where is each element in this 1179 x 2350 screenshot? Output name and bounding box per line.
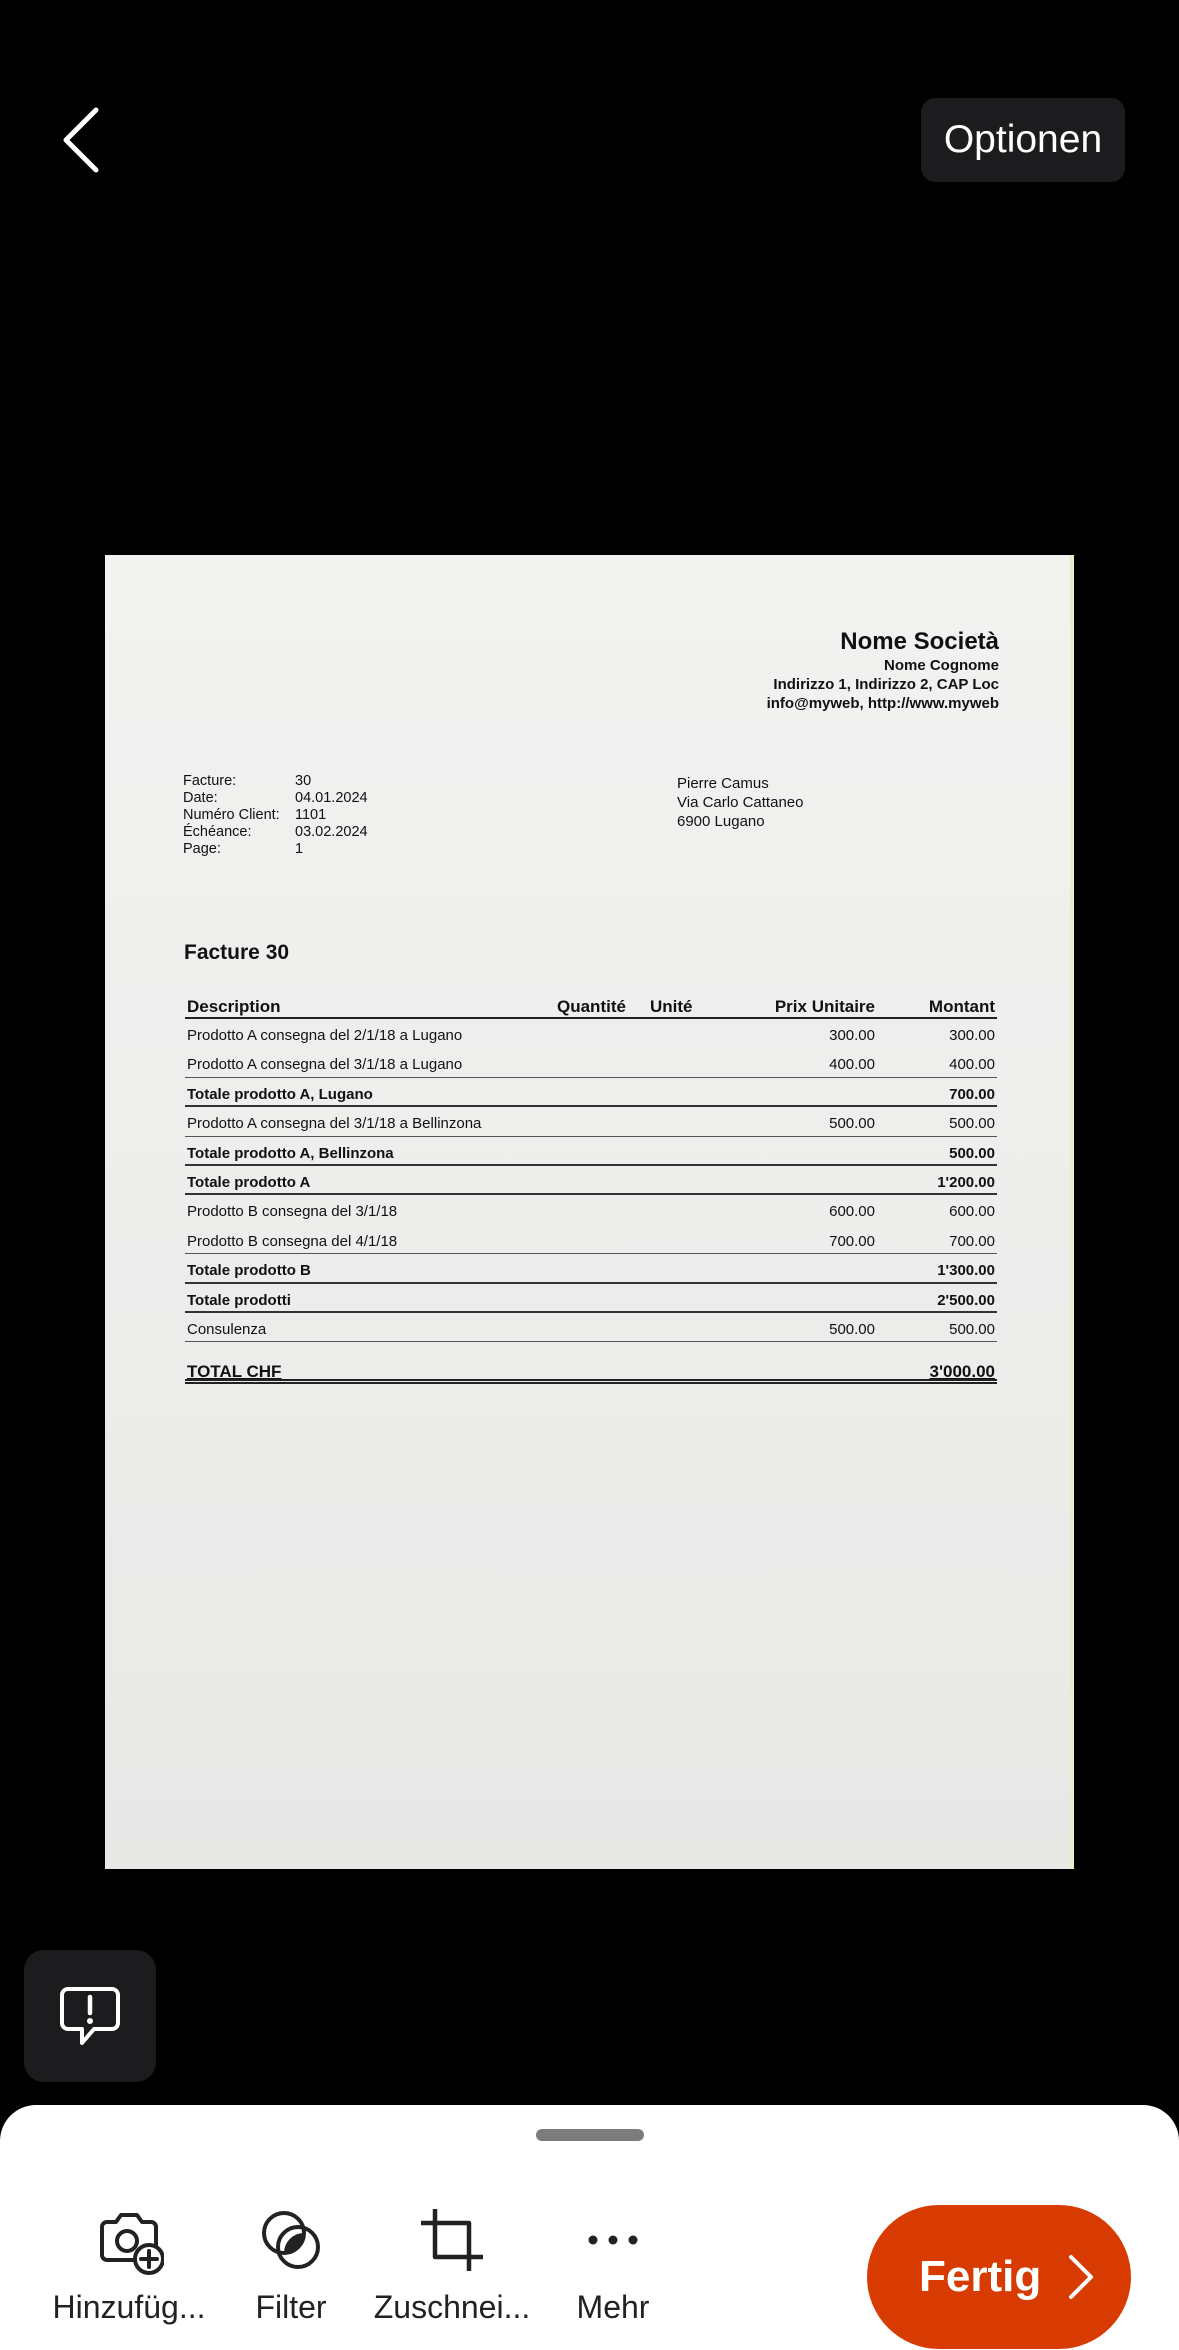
table-row [185, 1107, 997, 1136]
recipient-address [677, 774, 803, 831]
meta-value: 30 [295, 773, 312, 789]
feedback-exclamation-icon [58, 1983, 122, 2049]
row-description: Prodotto A consegna del 3/1/18 a Bellinzona [187, 1115, 482, 1133]
bottom-toolbar [0, 2105, 1179, 2350]
meta-label: Date: [183, 790, 218, 806]
row-description: Totale prodotto B [187, 1262, 311, 1280]
row-description: Prodotto A consegna del 3/1/18 a Lugano [187, 1056, 463, 1074]
meta-label: Numéro Client: [183, 807, 280, 823]
filter-label: Filter [255, 2289, 327, 2325]
row-amount: 1'200.00 [937, 1173, 995, 1191]
row-amount: 500.00 [949, 1115, 995, 1133]
row-description: Prodotto B consegna del 3/1/18 [187, 1203, 398, 1221]
column-amount: Montant [928, 997, 995, 1016]
total-row [185, 1356, 997, 1384]
camera-plus-icon [94, 2205, 164, 2275]
row-amount: 500.00 [949, 1144, 995, 1162]
done-label: Fertig [919, 2252, 1042, 2301]
row-description: Consulenza [187, 1320, 267, 1338]
meta-row [183, 841, 368, 858]
row-amount: 1'300.00 [937, 1262, 995, 1280]
row-description: Totale prodotto A, Bellinzona [187, 1144, 394, 1162]
row-amount: 700.00 [949, 1232, 995, 1250]
meta-label: Échéance: [183, 824, 252, 840]
row-unit-price: 700.00 [829, 1232, 875, 1250]
column-quantity: Quantité [557, 997, 626, 1016]
row-unit-price: 500.00 [829, 1320, 875, 1338]
sheet-grabber[interactable] [536, 2129, 644, 2141]
done-button[interactable] [867, 2205, 1131, 2349]
row-description: Totale prodotti [187, 1291, 291, 1309]
meta-value: 1101 [295, 807, 327, 823]
subtotal-row [185, 1078, 997, 1107]
more-button[interactable] [528, 2205, 698, 2326]
row-description: Prodotto A consegna del 2/1/18 a Lugano [187, 1027, 463, 1044]
crop-label: Zuschnei... [373, 2289, 531, 2325]
add-page-label: Hinzufüg... [52, 2289, 206, 2325]
filter-button[interactable] [206, 2205, 376, 2326]
company-web: info@myweb, http://www.myweb [766, 695, 999, 712]
subtotal-row [185, 1284, 997, 1313]
meta-label: Page: [183, 841, 221, 857]
company-contact: Nome Cognome [883, 657, 999, 674]
row-description: Totale prodotto A [187, 1173, 311, 1191]
company-header [767, 628, 999, 713]
crop-icon [417, 2205, 487, 2275]
chevron-right-icon [1061, 2253, 1101, 2301]
more-label: Mehr [576, 2289, 650, 2325]
table-row [185, 1225, 997, 1254]
filter-circles-icon [256, 2205, 326, 2275]
row-unit-price: 600.00 [829, 1203, 875, 1221]
column-description: Description [187, 997, 281, 1016]
meta-row [183, 773, 368, 790]
meta-value: 04.01.2024 [295, 790, 368, 806]
invoice-meta [183, 773, 368, 858]
ellipsis-icon [578, 2205, 648, 2275]
row-amount: 600.00 [949, 1203, 995, 1221]
back-button[interactable] [52, 100, 116, 180]
company-address: Indirizzo 1, Indirizzo 2, CAP Loc [773, 676, 999, 693]
row-unit-price: 500.00 [829, 1115, 875, 1133]
invoice-title: Facture 30 [184, 941, 290, 964]
recipient-name: Pierre Camus [677, 775, 769, 792]
meta-row [183, 807, 368, 824]
table-row [185, 1313, 997, 1342]
row-amount: 400.00 [949, 1056, 995, 1074]
table-body [185, 1019, 997, 1342]
row-unit-price: 300.00 [829, 1027, 875, 1044]
scanned-document [105, 555, 1074, 1869]
table-row [185, 1048, 997, 1077]
row-description: Prodotto B consegna del 4/1/18 [187, 1232, 398, 1250]
recipient-street: Via Carlo Cattaneo [677, 794, 804, 811]
table-row [185, 1195, 997, 1224]
total-label: TOTAL CHF [187, 1362, 282, 1382]
recipient-city: 6900 Lugano [677, 813, 765, 830]
report-issue-button[interactable] [24, 1950, 156, 2082]
meta-value: 03.02.2024 [295, 824, 368, 840]
chevron-left-icon [52, 100, 116, 180]
subtotal-row [185, 1137, 997, 1166]
meta-row [183, 824, 368, 841]
row-amount: 300.00 [949, 1027, 995, 1044]
meta-value: 1 [295, 841, 304, 857]
meta-row [183, 790, 368, 807]
row-amount: 500.00 [949, 1320, 995, 1338]
table-row [185, 1019, 997, 1048]
column-unit-price: Prix Unitaire [774, 997, 875, 1016]
row-description: Totale prodotto A, Lugano [187, 1085, 373, 1103]
total-amount: 3'000.00 [929, 1362, 995, 1382]
add-page-button[interactable] [44, 2205, 214, 2326]
row-unit-price: 400.00 [829, 1056, 875, 1074]
options-button[interactable]: Optionen [921, 98, 1125, 182]
column-unit: Unité [650, 997, 693, 1016]
company-name: Nome Società [840, 628, 999, 655]
invoice-table [185, 995, 997, 1384]
subtotal-row [185, 1166, 997, 1195]
subtotal-row [185, 1254, 997, 1283]
crop-button[interactable] [367, 2205, 537, 2326]
meta-label: Facture: [183, 773, 237, 789]
table-header [185, 995, 997, 1019]
row-amount: 700.00 [949, 1085, 995, 1103]
row-amount: 2'500.00 [937, 1291, 995, 1309]
